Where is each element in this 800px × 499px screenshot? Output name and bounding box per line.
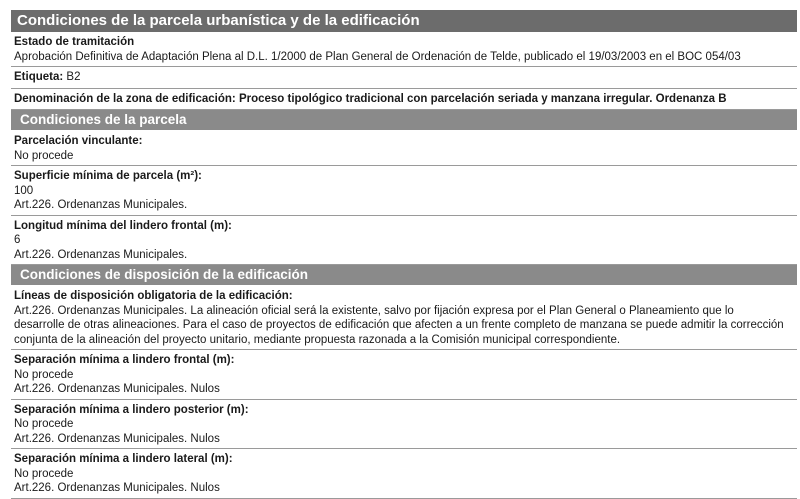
etiqueta-value: B2 [66, 71, 81, 83]
superficie-note: Art.226. Ordenanzas Municipales. [14, 199, 188, 211]
superficie-label: Superficie mínima de parcela (m²): [14, 170, 202, 182]
section-header-parcela: Condiciones de la parcela [11, 110, 797, 130]
sep-lateral-field [11, 449, 797, 499]
sep-frontal-note: Art.226. Ordenanzas Municipales. Nulos [14, 383, 220, 395]
sep-posterior-label: Separación mínima a lindero posterior (m): [14, 403, 249, 416]
tramitacion-label: Estado de tramitación [14, 36, 135, 48]
lineas-text-1: Art.226. Ordenanzas Municipales. La alineación oficial será la existente, salvo por fijación expresa por el Plan General o Planeamiento que lo [14, 304, 734, 317]
etiqueta-field [11, 67, 797, 89]
sep-lateral-note: Art.226. Ordenanzas Municipales. Nulos [14, 482, 220, 494]
lindero-label: Longitud mínima del lindero frontal (m): [14, 219, 232, 232]
sep-lateral-value: No procede [14, 467, 74, 480]
document [11, 10, 797, 499]
etiqueta-label: Etiqueta: [14, 71, 64, 83]
lindero-field [11, 216, 797, 266]
sep-posterior-note: Art.226. Ordenanzas Municipales. Nulos [14, 432, 220, 445]
lindero-value: 6 [14, 234, 21, 246]
denominacion-label: Denominación de la zona de edificación: [14, 92, 236, 105]
superficie-value: 100 [14, 184, 34, 197]
lindero-note: Art.226. Ordenanzas Municipales. [14, 248, 188, 261]
sep-lateral-label: Separación mínima a lindero lateral (m): [14, 453, 233, 465]
superficie-field [11, 166, 797, 216]
denominacion-value: Proceso tipológico tradicional con parcelación seriada y manzana irregular. Ordenanza B [238, 92, 727, 105]
tramitacion-field [11, 32, 797, 67]
vinculante-field [11, 131, 797, 166]
lineas-label: Líneas de disposición obligatoria de la edificación: [14, 290, 293, 302]
vinculante-value: No procede [14, 149, 74, 162]
sep-posterior-value: No procede [14, 418, 74, 430]
sep-frontal-label: Separación mínima a lindero frontal (m): [14, 354, 235, 366]
page-title: Condiciones de la parcela urbanística y de la edificación [11, 10, 797, 32]
vinculante-label: Parcelación vinculante: [14, 135, 143, 147]
section-header-disposicion: Condiciones de disposición de la edificación [11, 265, 797, 285]
tramitacion-value: Aprobación Definitiva de Adaptación Plena al D.L. 1/2000 de Plan General de Ordenación de Telde, publicado el 19/03/2003 en el BOC 054/03 [14, 50, 741, 63]
denominacion-field [11, 89, 797, 111]
sep-frontal-value: No procede [14, 368, 74, 381]
lineas-field [11, 286, 797, 350]
lineas-text-3: conjunta de la alineación del proyecto unitario, mediante propuesta razonada a la Comisión municipal correspondiente. [14, 333, 621, 346]
lineas-text-2: desarrolle de otras alineaciones. Para el caso de proyectos de edificación que afecten a un frente completo de manzana se puede admitir la corrección [14, 319, 784, 331]
sep-posterior-field [11, 400, 797, 450]
sep-frontal-field [11, 350, 797, 400]
